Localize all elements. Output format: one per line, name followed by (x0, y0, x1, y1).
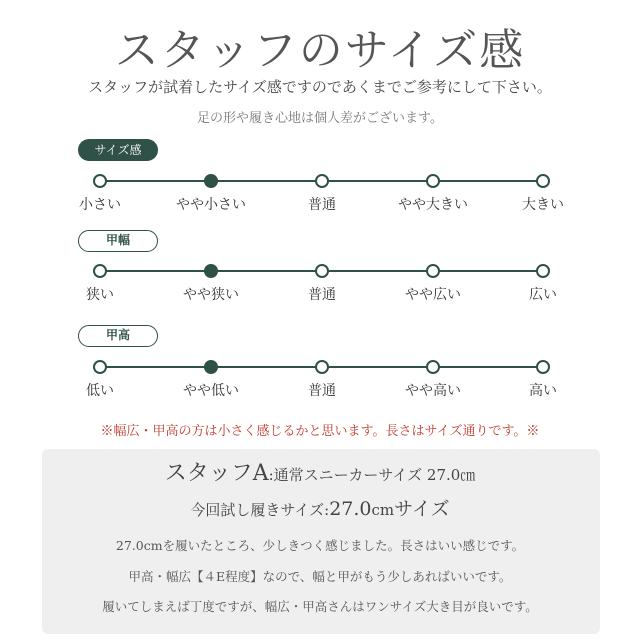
scale-option-label: 広い (529, 287, 557, 303)
scale-marker (315, 264, 329, 278)
scale-label-0: サイズ感 (78, 139, 158, 161)
scale-option-label: やや大きい (398, 197, 468, 213)
subtitle: スタッフが試着したサイズ感ですのであくまでご参考にして下さい。 (88, 78, 552, 96)
scale-marker (315, 360, 329, 374)
staff-comment-2: 甲高・幅広【４E程度】なので、幅と甲がもう少しあればいいです。 (128, 569, 512, 584)
staff-sneaker-size: :通常スニーカーサイズ 27.0㎝ (268, 466, 476, 484)
scale-option-label: 大きい (522, 197, 564, 213)
scale-option-label: 普通 (308, 383, 336, 399)
scale-option-label: 普通 (308, 287, 336, 303)
scale-marker (93, 264, 107, 278)
scale-marker-selected (204, 360, 218, 374)
trial-unit: cm (371, 501, 395, 519)
scale-option-label: 普通 (308, 197, 336, 213)
scale-option-label: やや低い (183, 383, 239, 399)
scale-marker (93, 174, 107, 188)
trial-suffix: サイズ (394, 498, 450, 520)
scale-option-label: 狭い (86, 287, 114, 303)
scale-marker (426, 174, 440, 188)
scale-option-label: やや高い (405, 383, 461, 399)
scale-marker (93, 360, 107, 374)
scale-marker (536, 264, 550, 278)
scale-option-label: やや小さい (176, 197, 246, 213)
scale-option-label: やや広い (405, 287, 461, 303)
scale-marker (426, 360, 440, 374)
scale-option-label: やや狭い (183, 287, 239, 303)
scale-marker (315, 174, 329, 188)
fit-note: ※幅広・甲高の方は小さく感じるかと思います。長さはサイズ通りです。※ (100, 424, 540, 439)
scale-label-2: 甲高 (78, 325, 158, 347)
scale-marker-selected (204, 264, 218, 278)
scale-marker (536, 360, 550, 374)
trial-prefix: 今回試し履きサイズ: (190, 501, 330, 519)
scale-option-label: 小さい (79, 197, 121, 213)
page-title: スタッフのサイズ感 (114, 25, 526, 76)
trial-size-line (0, 494, 640, 521)
scale-marker-selected (204, 174, 218, 188)
staff-comment-1: 27.0cmを履いたところ、少しきつく感じました。長さはいい感じです。 (115, 538, 525, 553)
staff-header (0, 456, 640, 487)
scale-marker (536, 174, 550, 188)
staff-name: スタッフA (164, 461, 269, 486)
scale-label-1: 甲幅 (78, 230, 158, 252)
trial-size: 27.0 (329, 498, 372, 520)
scale-marker (426, 264, 440, 278)
staff-comment-3: 履いてしまえば丁度ですが、幅広・甲高さんはワンサイズ大き目が良いです。 (102, 599, 538, 614)
scale-option-label: 高い (529, 383, 557, 399)
subtitle-note: 足の形や履き心地は個人差がございます。 (197, 111, 443, 126)
scale-option-label: 低い (86, 383, 114, 399)
